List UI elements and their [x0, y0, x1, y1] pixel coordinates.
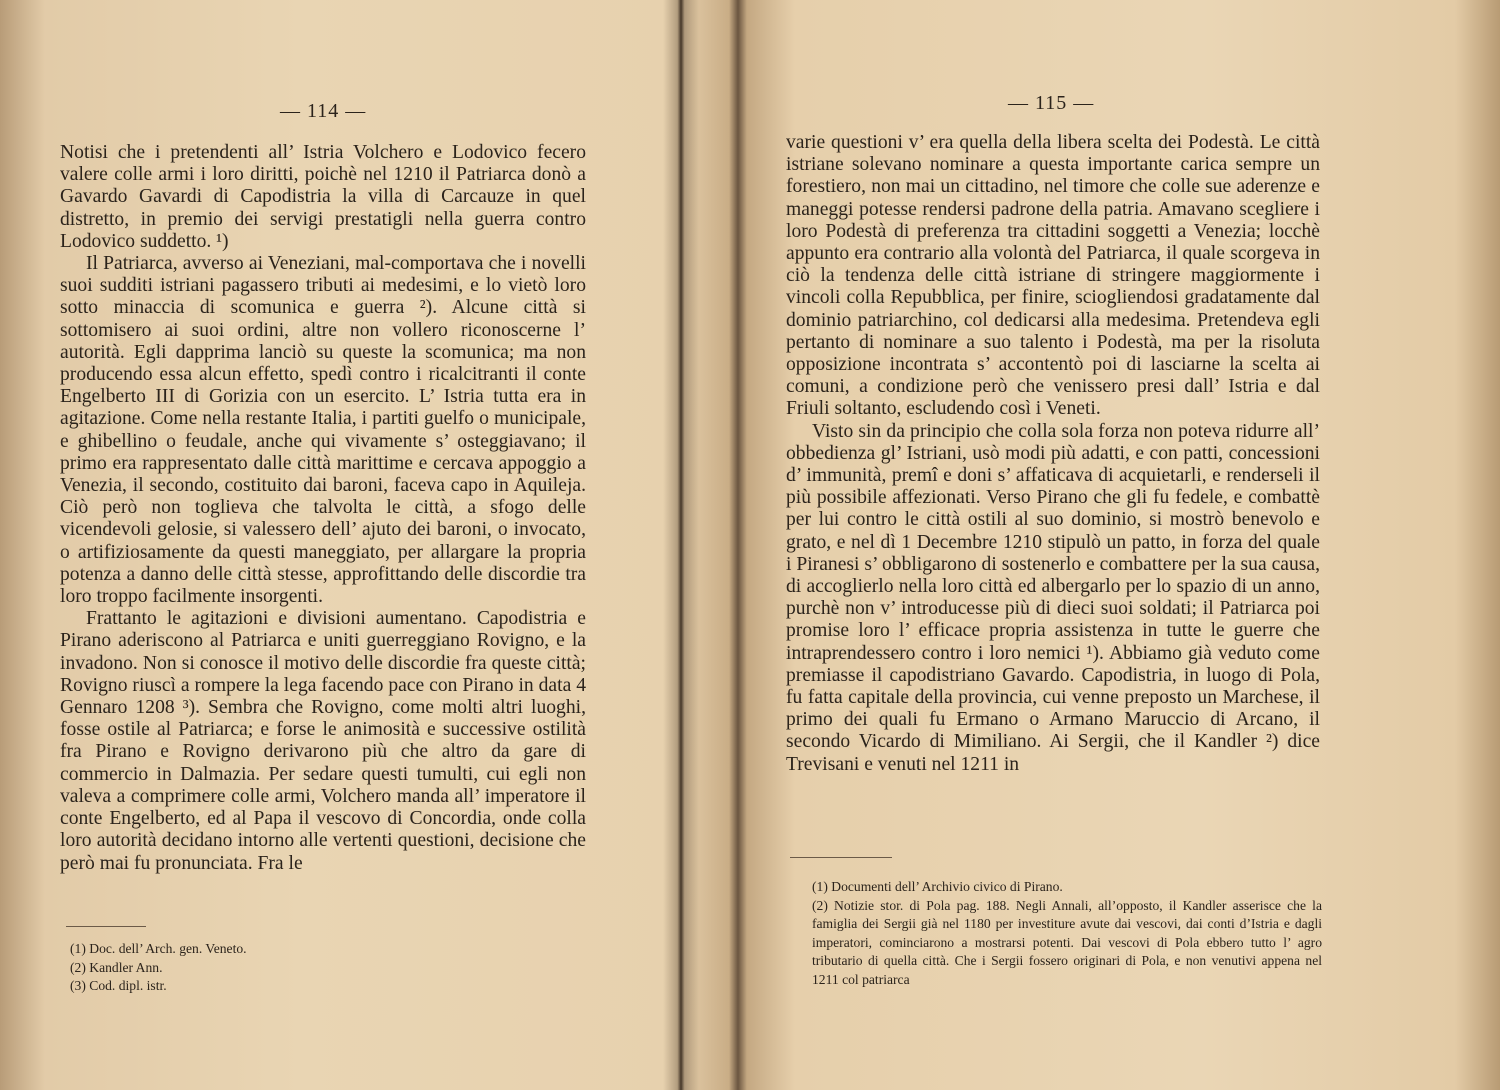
paragraph: Il Patriarca, avverso ai Veneziani, mal-comportava che i novelli suoi sudditi istriani pagassero tributi ai medesimi, e lo vietò loro sotto minaccia di scomunica e guerra ²). Alcune città si sottomisero ai suoi ordini, altre non vollero riconoscerne l’ autorità. Egli dapprima lanciò su queste la scomunica; ma non producendo essa alcun effetto, spedì contro i ricalcitranti il conte Engelberto III di Gorizia con un esercito. L’ Istria tutta era in agitazione. Come nella restante Italia, i partiti guelfo o municipale, e ghibellino o feudale, anche qui vivamente s’ osteggiavano; il primo era rappresentato dalle città marittime e cercava appoggio a Venezia, il secondo, costituito dai baroni, faceva capo in Aquileja. Ciò però non toglieva che talvolta le città, a sfogo delle vicendevoli gelosie, si valessero dell’ ajuto dei baroni, o invocato, o artifiziosamente da questi maneggiato, per allargare la propria potenza a danno delle città stesse, approfittando delle discordie tra loro troppo facilmente insorgenti.	[60, 253, 586, 608]
page-number: — 114 —	[280, 100, 367, 122]
page-body	[786, 132, 1320, 776]
footnotes	[70, 940, 370, 996]
footnote: (2) Notizie stor. di Pola pag. 188. Negli Annali, all’opposto, il Kandler asserisce che la famiglia dei Sergii già nel 1180 per investiture avute dai vescovi, dai conti d’Istria e dagli imperatori, cominciarono a mostrarsi potenti. Dai vescovi di Pola ebbero tutto l’ agro tributario di quella città. Che i Sergii fossero originari di Pola, e non venutivi appena nel 1211 col patriarca	[812, 897, 1322, 987]
paragraph: Notisi che i pretendenti all’ Istria Volchero e Lodovico fecero valere colle armi i loro diritti, poichè nel 1210 il Patriarca donò a Gavardo Gavardi di Capodistria la villa di Carcauze in quel distretto, in premio dei servigi prestatigli nella guerra contro Lodovico suddetto. ¹)	[60, 142, 586, 252]
paragraph: varie questioni v’ era quella della libera scelta dei Podestà. Le città istriane solevano nominare a questa importante carica sempre un forestiero, non mai un cittadino, nel timore che colle sue aderenze e maneggi potesse rendersi padrone della patria. Amavano scegliere i loro Podestà di preferenza tra cittadini soggetti a Venezia; locchè appunto era contrario alla volontà del Patriarca, il quale scorgeva in ciò la tendenza delle città istriane di stringere maggiormente i vincoli colla Repubblica, per finire, sciogliendosi gradatamente dal dominio patriarchino, col dedicarsi alla medesima. Pretendeva egli pertanto di nominare a suo talento i Podestà, ma per la risoluta opposizione incontrata s’ accontentò poi di lasciarne la scelta ai comuni, a condizione però che venissero presi dall’ Istria e dal Friuli soltanto, escludendo così i Veneti.	[786, 132, 1320, 420]
footnotes	[812, 878, 1322, 990]
paragraph: Visto sin da principio che colla sola forza non poteva ridurre all’ obbedienza gl’ Istriani, usò modi più adatti, e con patti, concessioni d’ immunità, premî e doni s’ affaticava di acquietarli, e renderseli il più possibile affezionati. Verso Pirano che gli fu fedele, e combattè per lui contro le città ostili al suo dominio, si mostrò benevolo e grato, e nel dì 1 Decembre 1210 stipulò un patto, in forza del quale i Piranesi s’ obbligarono di sostenerlo e combattere per la sua causa, di accoglierlo nella loro città ed albergarlo per lo spazio di un anno, purchè non v’ introducesse più di dieci suoi soldati; il Patriarca poi promise loro l’ efficace propria assistenza in tutte le guerre che intraprendessero contro i loro nemici ¹). Abbiamo già veduto come premiasse il capodistriano Gavardo. Capodistria, in luogo di Pola, fu fatta capitale della provincia, cui venne preposto un Marchese, il primo dei quali fu Ermano o Armano Maruccio di Arcano, il secondo Vicardo di Mimiliano. Ai Sergii, che il Kandler ²) dice Trevisani e venuti nel 1211 in	[786, 420, 1320, 775]
paragraph: Frattanto le agitazioni e divisioni aumentano. Capodistria e Pirano aderiscono al Patriarca e uniti guerreggiano Rovigno, e la invadono. Non si conosce il motivo delle discordie fra queste città; Rovigno riuscì a rompere la lega facendo pace con Pirano in data 4 Gennaro 1208 ³). Sembra che Rovigno, come molti altri luoghi, fosse ostile al Patriarca; e forse le animosità e successive ostilità fra Pirano e Rovigno derivarono più che altro da gare di commercio in Dalmazia. Per sedare questi tumulti, cui egli non valeva a comprimere colle armi, Volchero manda all’ imperatore il conte Engelberto, ed al Papa il vescovo di Concordia, onde colla loro autorità decidano intorno alle vertenti questioni, decisione che però mai fu pronunciata. Fra le	[60, 608, 586, 874]
page-number: — 115 —	[1008, 92, 1095, 114]
footnote: (1) Doc. dell’ Arch. gen. Veneto.	[70, 941, 247, 956]
footnote: (3) Cod. dipl. istr.	[70, 978, 167, 994]
left-page	[0, 0, 680, 1090]
footnote-rule	[66, 926, 146, 927]
footnote-rule	[790, 857, 892, 858]
page-body	[60, 142, 586, 875]
right-page	[686, 0, 1500, 1090]
footnote: (1) Documenti dell’ Archivio civico di Pirano.	[812, 879, 1063, 894]
footnote: (2) Kandler Ann.	[70, 959, 163, 975]
